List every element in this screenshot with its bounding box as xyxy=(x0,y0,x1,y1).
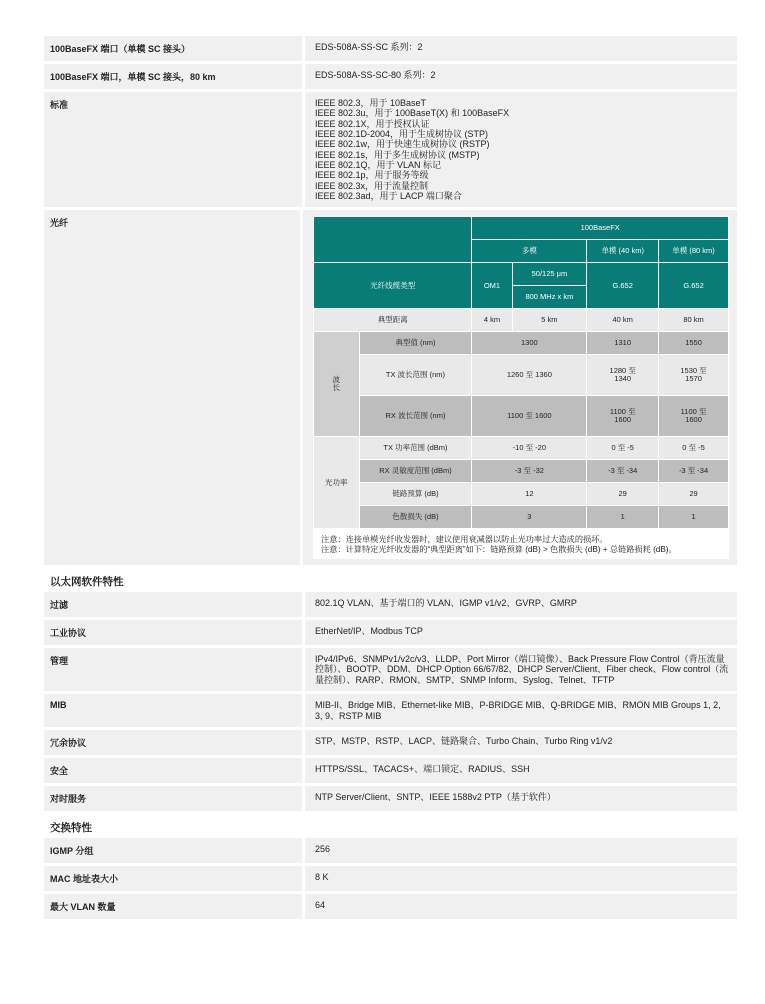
fiber-notes xyxy=(313,529,729,559)
spec-value: 64 xyxy=(302,894,737,919)
wavelength-value: 1260 至 1360 xyxy=(506,370,552,380)
spec-label: 100BaseFX 端口，单模 SC 接头，80 km xyxy=(50,72,216,82)
standard-item: IEEE 802.3ad，用于 LACP 端口聚合 xyxy=(315,191,462,202)
spec-row xyxy=(44,758,737,783)
standard-item: IEEE 802.3，用于 10BaseT xyxy=(315,98,427,108)
power-value: 29 xyxy=(618,489,627,499)
power-value: 1 xyxy=(691,512,696,522)
spec-label: IGMP 分组 xyxy=(50,845,94,856)
spec-row xyxy=(44,838,737,863)
spec-row xyxy=(44,866,737,891)
wavelength-group-text: 波长 xyxy=(332,374,340,393)
power-value: -10 至 -20 xyxy=(512,443,547,453)
wavelength-row-label: 典型值 (nm) xyxy=(360,332,472,354)
g652-cell: G.652 xyxy=(659,263,728,308)
wavelength-group-label xyxy=(314,332,359,436)
cable-type-label: 光纤线缆类型 xyxy=(314,263,471,308)
distance-value: 5 km xyxy=(541,315,558,325)
spec-value: EDS-508A-SS-SC 系列：2 xyxy=(302,36,737,61)
spec-value: 256 xyxy=(302,838,737,863)
spec-row xyxy=(44,894,737,919)
standard-item: IEEE 802.1X，用于授权认证 xyxy=(315,118,430,129)
power-value: -3 至 -34 xyxy=(608,466,638,476)
power-value: 3 xyxy=(527,512,532,522)
spec-label: 过滤 xyxy=(50,600,69,611)
cable-spec-2: 800 MHz x km xyxy=(513,286,587,308)
standard-item: IEEE 802.1w，用于快速生成树协议 (RSTP) xyxy=(315,139,490,150)
wavelength-value: 1310 xyxy=(587,332,658,354)
spec-row xyxy=(44,592,737,617)
wavelength-value: 1530 至 1570 xyxy=(680,366,707,384)
spec-row xyxy=(44,36,737,61)
fiber-header: 100BaseFX xyxy=(472,217,728,239)
section-title-ethernet: 以太网软件特性 xyxy=(44,568,737,592)
spec-label: 标准 xyxy=(50,100,69,110)
standard-item: IEEE 802.3u，用于 100BaseT(X) 和 100BaseFX xyxy=(315,108,510,119)
fiber-row xyxy=(44,210,737,565)
standard-item: IEEE 802.1Q，用于 VLAN 标记 xyxy=(315,160,442,171)
fiber-note: 注意：计算特定光纤收发器的“典型距离”如下：链路预算 (dB) > 色散损失 (dB) + 总链路损耗 (dB)。 xyxy=(321,545,677,555)
spec-row xyxy=(44,730,737,755)
power-value: 29 xyxy=(689,489,698,499)
spec-value: NTP Server/Client、SNTP、IEEE 1588v2 PTP（基于软件） xyxy=(302,786,737,811)
power-value: 12 xyxy=(525,489,534,499)
spec-label: 安全 xyxy=(50,765,69,776)
section-title-switching: 交换特性 xyxy=(44,814,737,838)
standards-row xyxy=(44,92,737,207)
power-value: 0 至 -5 xyxy=(611,443,634,453)
om1-cell: OM1 xyxy=(472,263,511,308)
spec-label: MAC 地址表大小 xyxy=(50,873,118,884)
spec-sheet xyxy=(44,36,737,922)
standards-list xyxy=(302,92,737,207)
spec-label: 工业协议 xyxy=(50,628,87,639)
spec-value: STP、MSTP、RSTP、LACP、链路聚合、Turbo Chain、Turbo Ring v1/v2 xyxy=(302,730,737,755)
spec-label: 光纤 xyxy=(50,218,69,229)
power-row-label: TX 功率范围 (dBm) xyxy=(383,443,448,453)
power-value: 1 xyxy=(620,512,625,522)
power-value: -3 至 -32 xyxy=(514,466,544,476)
spec-label: 管理 xyxy=(50,656,69,667)
cable-spec-1: 50/125 μm xyxy=(513,263,587,285)
wavelength-row-label: RX 波长范围 (nm) xyxy=(385,411,446,421)
spec-label: 冗余协议 xyxy=(50,737,87,748)
distance-value: 4 km xyxy=(483,315,501,325)
fiber-note: 注意：连接单模光纤收发器时，建议使用衰减器以防止光功率过大造成的损坏。 xyxy=(321,535,608,545)
wavelength-value: 1300 xyxy=(472,332,586,354)
single-80-header: 单模 (80 km) xyxy=(659,240,728,262)
spec-value: MIB-II、Bridge MIB、Ethernet-like MIB、P-BRIDGE MIB、Q-BRIDGE MIB、RMON MIB Groups 1, 2, 3, 9、RSTP MIB xyxy=(302,694,737,727)
power-group-label: 光功率 xyxy=(314,437,359,528)
spec-value: 8 K xyxy=(302,866,737,891)
wavelength-value: 1100 至 1600 xyxy=(680,407,707,425)
spec-value: EDS-508A-SS-SC-80 系列：2 xyxy=(302,64,737,89)
power-value: -3 至 -34 xyxy=(678,466,709,476)
standard-item: IEEE 802.1D-2004，用于生成树协议 (STP) xyxy=(315,129,489,140)
spec-value: HTTPS/SSL、TACACS+、端口锁定、RADIUS、SSH xyxy=(302,758,737,783)
wavelength-value: 1100 至 1600 xyxy=(507,411,552,421)
power-row-label: RX 灵敏度范围 (dBm) xyxy=(379,466,452,476)
distance-value: 40 km xyxy=(612,315,633,325)
spec-row xyxy=(44,64,737,89)
distance-value: 80 km xyxy=(683,315,704,325)
standard-item: IEEE 802.1s，用于多生成树协议 (MSTP) xyxy=(315,149,480,160)
wavelength-value: 1280 至 1340 xyxy=(609,366,636,384)
typical-distance-label: 典型距离 xyxy=(377,315,408,325)
spec-label: 对时服务 xyxy=(50,793,87,804)
spec-row xyxy=(44,694,737,727)
spec-value: EtherNet/IP、Modbus TCP xyxy=(302,620,737,645)
power-row-label: 色散损失 (dB) xyxy=(392,512,439,522)
wavelength-row-label: TX 波长范围 (nm) xyxy=(385,370,446,380)
power-value: 0 至 -5 xyxy=(682,443,705,453)
power-row-label: 链路预算 (dB) xyxy=(392,489,439,499)
fiber-cell xyxy=(300,210,737,565)
spec-row xyxy=(44,620,737,645)
spec-label: 最大 VLAN 数量 xyxy=(50,901,116,912)
spec-value: IPv4/IPv6、SNMPv1/v2c/v3、LLDP、Port Mirror（端口镜像）、Back Pressure Flow Control（背压流量控制）、BOOTP、DDM、DHCP Option 66/67/82、DHCP Server/Client、Fiber check、Flow control（流量控制）、RARP、RMON、SMTP、SNMP Inform、Syslog、Telnet、TFTP xyxy=(302,648,737,691)
spec-label: MIB xyxy=(50,700,67,711)
single-40-header: 单模 (40 km) xyxy=(587,240,658,262)
wavelength-value: 1550 xyxy=(659,332,728,354)
fiber-table-corner xyxy=(314,217,471,262)
fiber-table xyxy=(313,216,729,529)
standard-item: IEEE 802.1p，用于服务等级 xyxy=(315,170,429,181)
spec-row xyxy=(44,786,737,811)
standard-item: IEEE 802.3x，用于流量控制 xyxy=(315,180,429,191)
wavelength-value: 1100 至 1600 xyxy=(609,407,636,425)
spec-row xyxy=(44,648,737,691)
multi-mode-header: 多模 xyxy=(472,240,586,262)
spec-label: 100BaseFX 端口（单模 SC 接头） xyxy=(50,44,191,54)
spec-value: 802.1Q VLAN、基于端口的 VLAN、IGMP v1/v2、GVRP、GMRP xyxy=(302,592,737,617)
g652-cell: G.652 xyxy=(587,263,658,308)
